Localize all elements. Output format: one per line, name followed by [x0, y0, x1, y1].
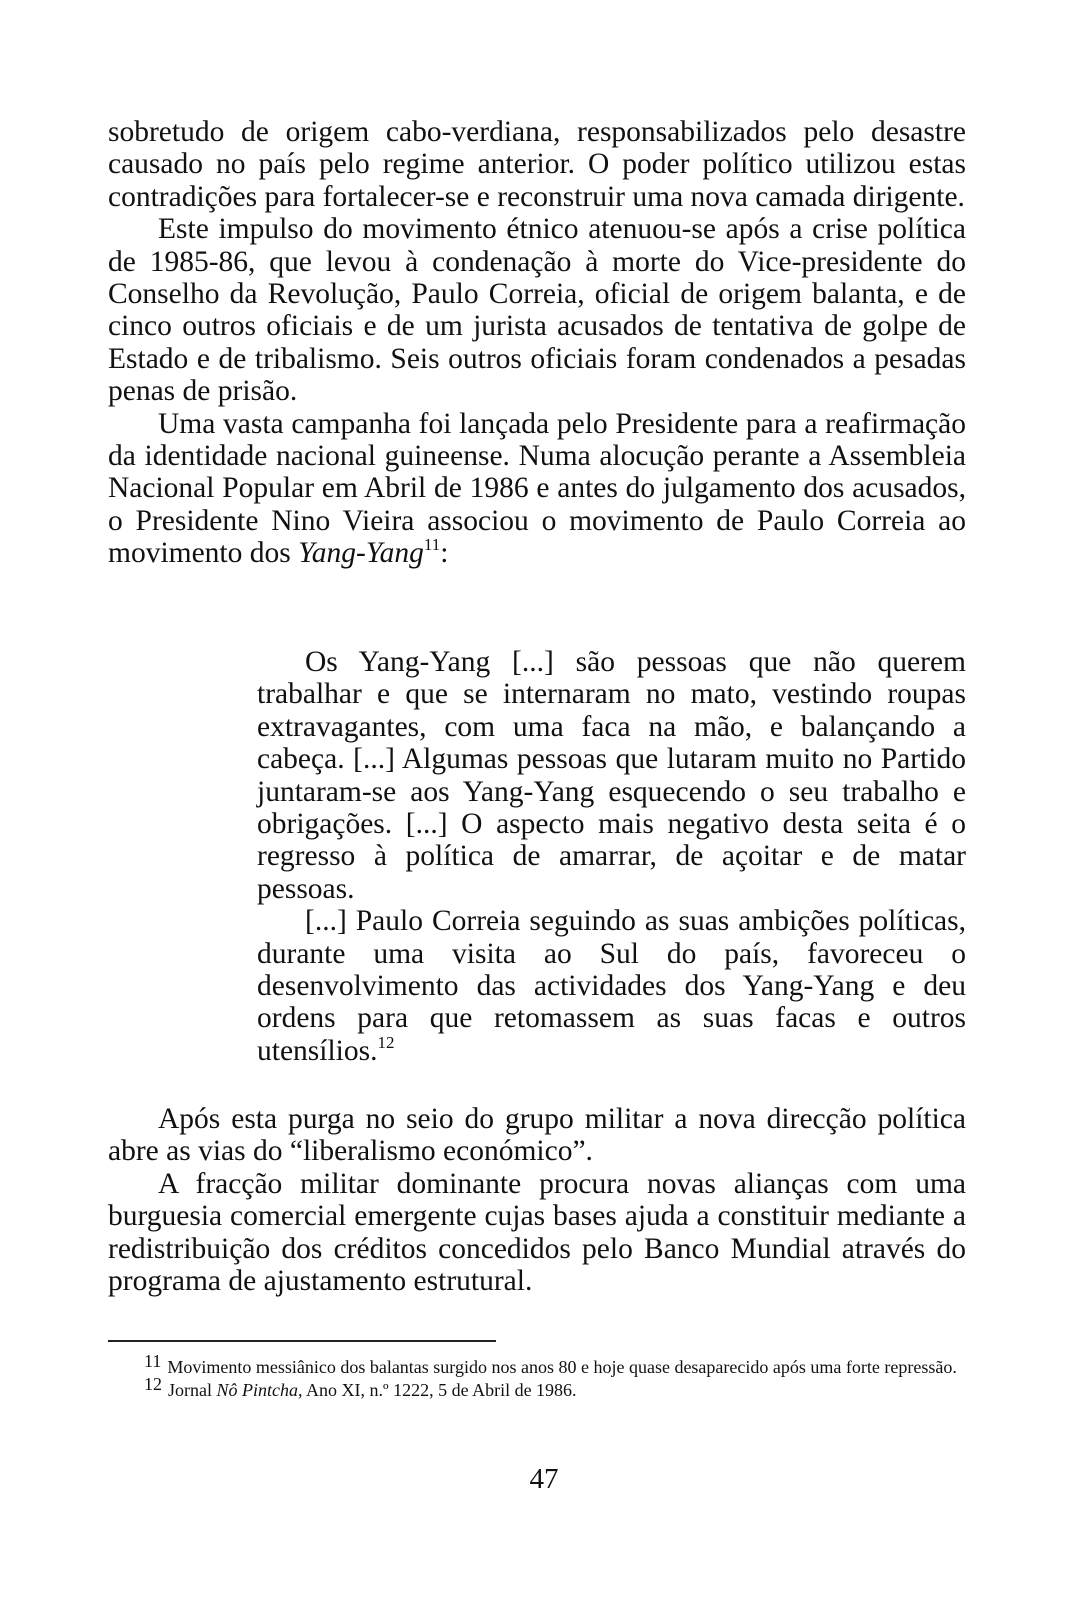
yang-yang-term: Yang-Yang: [298, 537, 424, 570]
footnote-divider: [108, 1340, 496, 1342]
block-quote: [257, 646, 966, 1067]
paragraph-1: sobretudo de origem cabo-verdiana, responsabilizados pelo desastre causado no país pelo regime anterior. O poder político utilizou estas contradições para fortalecer-se e reconstruir uma nova camada dirigente.: [108, 116, 966, 213]
footnote-ref-12: 12: [377, 1032, 395, 1052]
paragraph-3-text: Uma vasta campanha foi lançada pelo Presidente para a reafirmação da identidade nacional guineense. Numa alocução perante a Assembleia Nacional Popular em Abril de 1986 e antes do julgamento dos acusados, o Presidente Nino Vieira associou o movimento de Paulo Correia ao movimento dos: [108, 407, 966, 570]
main-text: [108, 116, 966, 570]
footnote-12: [108, 1374, 966, 1401]
footnote-12-number: 12: [144, 1374, 162, 1394]
closing-text: [108, 1103, 966, 1297]
quote-paragraph-2: [257, 905, 966, 1067]
footnote-12-text-after: Ano XI, n.º 1222, 5 de Abril de 1986.: [302, 1380, 577, 1400]
footnote-ref-11: 11: [423, 535, 441, 555]
paragraph-3-colon: :: [440, 537, 449, 570]
footnotes: [108, 1351, 966, 1403]
page-number: 47: [529, 1463, 559, 1495]
quote-paragraph-1: Os Yang-Yang [...] são pessoas que não querem trabalhar e que se internaram no mato, vestindo roupas extravagantes, com uma faca na mão, e balançando a cabeça. [...] Algumas pessoas que lutaram muito no Partido juntaram-se aos Yang-Yang esquecendo o seu trabalho e obrigações. [...] O aspecto mais negativo desta seita é o regresso à política de amarrar, de açoitar e de matar pessoas.: [257, 646, 966, 905]
paragraph-2: Este impulso do movimento étnico atenuou-se após a crise política de 1985-86, que levou à condenação à morte do Vice-presidente do Conselho da Revolução, Paulo Correia, oficial de origem balanta, e de cinco outros oficiais e de um jurista acusados de tentativa de golpe de Estado e de tribalismo. Seis outros oficiais foram condenados a pesadas penas de prisão.: [108, 213, 966, 408]
footnote-12-text-before: Jornal: [168, 1380, 217, 1400]
paragraph-5: A fracção militar dominante procura novas alianças com uma burguesia comercial emergente cujas bases ajuda a constituir mediante a redistribuição dos créditos concedidos pelo Banco Mundial através do programa de ajustamento estrutural.: [108, 1167, 966, 1298]
newspaper-title: Nô Pintcha,: [216, 1380, 303, 1400]
paragraph-4: Após esta purga no seio do grupo militar a nova direcção política abre as vias do “liberalismo económico”.: [108, 1103, 966, 1168]
footnote-11: [108, 1351, 966, 1378]
quote-paragraph-2-text: [...] Paulo Correia seguindo as suas ambições políticas, durante uma visita ao Sul do país, favoreceu o desenvolvimento das actividades dos Yang-Yang e deu ordens para que retomassem as suas facas e outros utensílios.: [257, 905, 966, 1067]
footnote-11-number: 11: [144, 1351, 162, 1371]
footnote-11-text: Movimento messiânico dos balantas surgido nos anos 80 e hoje quase desaparecido após uma forte repressão.: [167, 1357, 957, 1377]
paragraph-3: [108, 408, 966, 570]
